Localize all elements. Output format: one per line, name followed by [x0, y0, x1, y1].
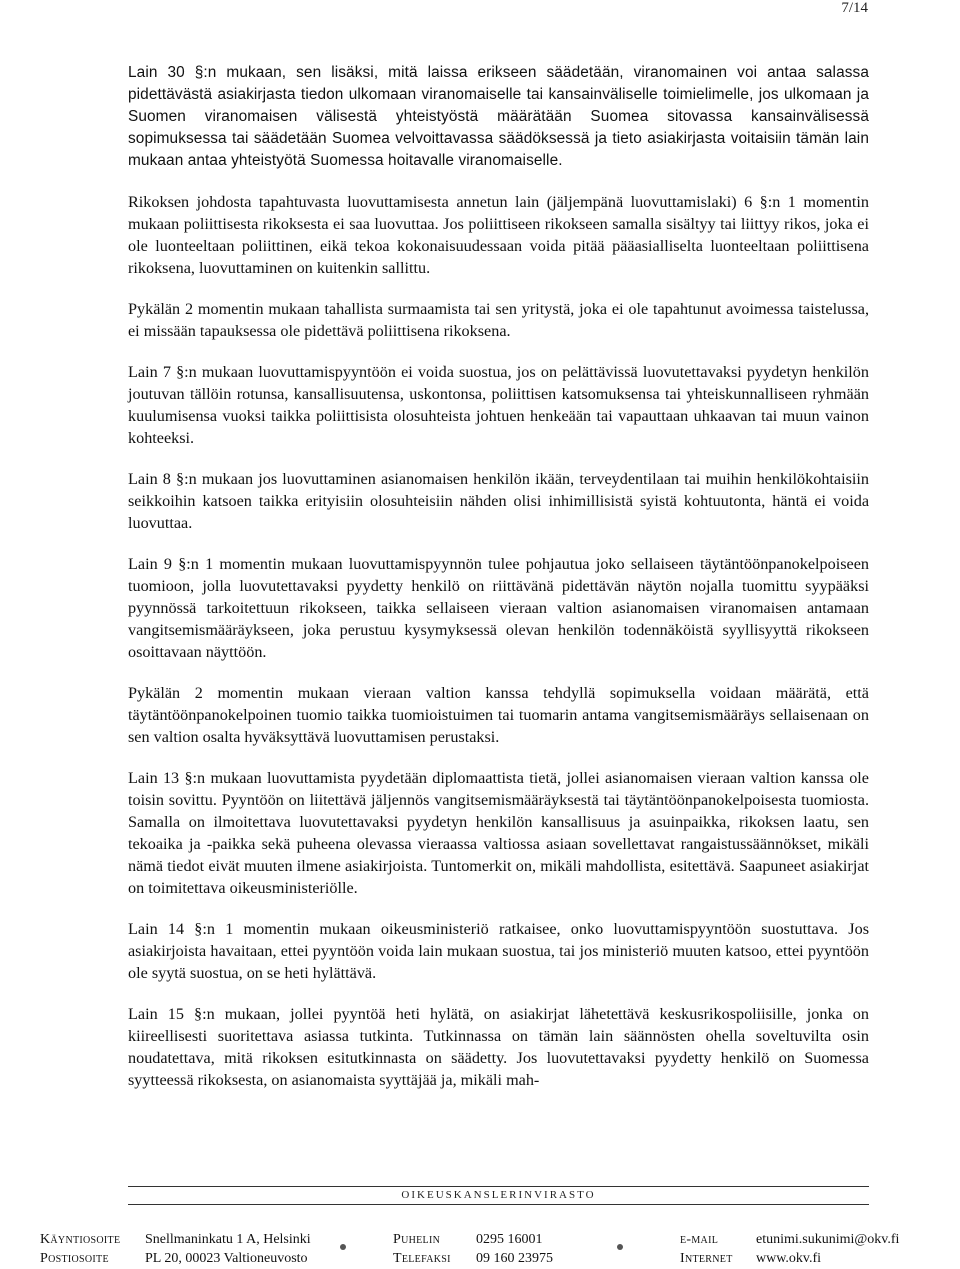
footer-contact-row-2 [0, 1251, 960, 1269]
fax-label: Telefaksi [393, 1251, 451, 1266]
visiting-address-label: Käyntiosoite [40, 1232, 121, 1247]
footer-separator-dot [340, 1244, 346, 1250]
visiting-address: Snellmaninkatu 1 A, Helsinki [145, 1232, 311, 1247]
footer-divider-bottom [128, 1204, 869, 1205]
phone-label: Puhelin [393, 1232, 441, 1247]
paragraph-lain-14: Lain 14 §:n 1 momentin mukaan oikeusministeriö ratkaisee, onko luovuttamispyyntöön suostuttava. Jos asiakirjoista havaitaan, ettei pyyntöön voida lain mukaan suostua, tai jos ministeriö muuten katsoo, ettei pyyntöön ole syytä suostua, on se heti hylättävä. [128, 920, 869, 982]
paragraph-lain-13: Lain 13 §:n mukaan luovuttamista pyydetään diplomaattista tietä, jollei asianomaisen vieraan valtion kanssa ole toisin sovittu. Pyyntöön on liitettävä jäljennös vangitsemismääräyksestä tai täytäntöönpanokelpoisesta tuomiosta. Samalla on ilmoitettava luovutettavaksi pyydetyn henkilön kansallisuus ja asuinpaikka, rikoksen laatu, sen tekoaika ja -paikka sekä puheena olevassa vieraassa valtiossa asiaan sovellettavat rangaistussäännökset, mikäli nämä tiedot eivät muuten ilmene asiakirjoista. Tuntomerkit on, mikäli mahdollista, esitettävä. Saapuneet asiakirjat on toimitettava oikeusministeriölle. [128, 769, 869, 897]
footer-separator-dot [617, 1244, 623, 1250]
website-address: www.okv.fi [756, 1251, 822, 1266]
paragraph-lain-15: Lain 15 §:n mukaan, jollei pyyntöä heti hylätä, on asiakirjat lähetettävä keskusrikospoliisille, jonka on kiireellisesti suoritettava asiassa tutkinta. Tutkinnassa on tämän lain säännösten ohella soveltuvilta osin noudatettava, mitä rikoksen esitutkinnasta on säädetty. Jos luovutettavaksi pyydetty henkilö on Suomessa syytteessä rikoksesta, on asianomaista syyttäjää ja, mikäli mah- [128, 1005, 869, 1089]
fax-number: 09 160 23975 [476, 1251, 553, 1266]
paragraph-lain-8: Lain 8 §:n mukaan jos luovuttaminen asianomaisen henkilön ikään, terveydentilaan tai muihin henkilökohtaisiin seikkoihin katsoen taikka erityisiin olosuhteisiin nähden olisi inhimillisistä syistä kohtuutonta, häntä ei voida luovuttaa. [128, 470, 869, 532]
internet-label: Internet [680, 1251, 733, 1266]
footer-contact-row-1 [0, 1232, 960, 1250]
page-number: 7/14 [841, 0, 868, 16]
footer-organization-name: OIKEUSKANSLERINVIRASTO [401, 1189, 596, 1201]
paragraph-lain-9: Lain 9 §:n 1 momentin mukaan luovuttamispyynnön tulee pohjautua joko sellaiseen täytäntöönpanokelpoiseen tuomioon, jolla luovutettavaksi pyydetty henkilö on riittävänä pidettävän näytön nojalla tuomittu syypääksi pyynnössä tarkoitettuun rikokseen, taikka sellaiseen vieraan valtion asianomaisen viranomaisen antamaan vangitsemismääräykseen, joka perustuu kysymyksessä olevan henkilön todennäköistä syyllisyyttä rikokseen osoittavaan näyttöön. [128, 555, 869, 661]
phone-number: 0295 16001 [476, 1232, 543, 1247]
email-label: e-mail [680, 1232, 719, 1247]
paragraph-luovuttamislaki-6: Rikoksen johdosta tapahtuvasta luovuttamisesta annetun lain (jäljempänä luovuttamislaki) 6 §:n 1 momentin mukaan poliittisesta rikoksesta ei saa luovuttaa. Jos poliittiseen rikokseen samalla sisältyy tai liittyy rikos, joka ei ole luonteeltaan poliittinen, eikä tekoa kokonaisuudessaan voida pitää pääasialliselta luonteeltaan poliittisena rikoksena, luovuttaminen on kuitenkin sallittu. [128, 193, 869, 277]
document-body [128, 62, 869, 1110]
paragraph-pykala-2-momentti: Pykälän 2 momentin mukaan tahallista surmaamista tai sen yritystä, joka ei ole tapahtunut avoimessa taistelussa, ei missään tapauksessa ole pidettävä poliittisena rikoksena. [128, 300, 869, 340]
paragraph-pykala-2-sopimus: Pykälän 2 momentin mukaan vieraan valtion kanssa tehdyllä sopimuksella voidaan määrätä, että täytäntöönpanokelpoinen tuomio taikka tuomioistuimen tai tuomarin antama vangitsemismääräys sellaisenaan on sen valtion osalta hyväksyttävä luovuttamisen perustaksi. [128, 684, 869, 746]
paragraph-lain-30: Lain 30 §:n mukaan, sen lisäksi, mitä laissa erikseen säädetään, viranomainen voi antaa salassa pidettävästä asiakirjasta tiedon ulkomaan viranomaiselle tai kansainväliselle toimielimelle, jos ulkomaan ja Suomen viranomaisen välisestä yhteistyöstä määrätään Suomea sitovassa kansainvälisessä sopimuksessa tai säädetään Suomea velvoittavassa säädöksessä ja tieto asiakirjasta voitaisiin tämän lain mukaan antaa yhteistyötä Suomessa hoitavalle viranomaiselle. [128, 64, 869, 169]
paragraph-lain-7: Lain 7 §:n mukaan luovuttamispyyntöön ei voida suostua, jos on pelättävissä luovutettavaksi pyydetyn henkilön joutuvan tällöin rotunsa, kansallisuutensa, uskontonsa, poliittisen katsomuksensa tai yhteiskunnalliseen ryhmään kuulumisensa vuoksi taikka poliittisista olosuhteista johtuen henkeään tai vapauttaan uhkaavan tai muun vainon kohteeksi. [128, 363, 869, 447]
email-address: etunimi.sukunimi@okv.fi [756, 1232, 900, 1247]
postal-address: PL 20, 00023 Valtioneuvosto [145, 1251, 308, 1266]
postal-address-label: Postiosoite [40, 1251, 109, 1266]
